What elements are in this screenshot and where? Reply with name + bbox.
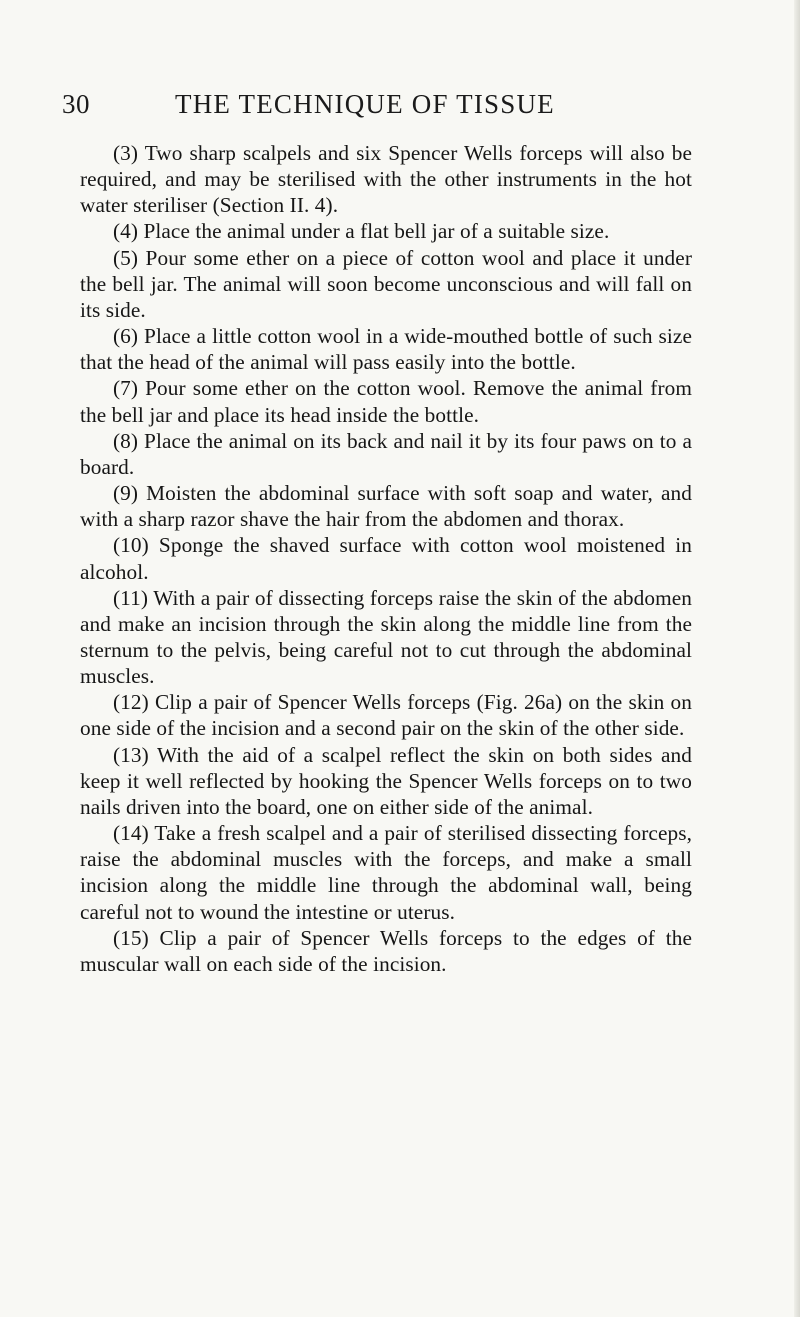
page-header [62,86,682,126]
paragraph-step-13: (13) With the aid of a scalpel reflect the skin on both sides and keep it well reflected by hooking the Spencer Wells forceps on to two nails driven into the board, one on either side of the animal. [80,742,692,819]
paragraph-step-9: (9) Moisten the abdominal surface with soft soap and water, and with a sharp razor shave the hair from the abdomen and thorax. [80,481,692,532]
paragraph-step-14: (14) Take a fresh scalpel and a pair of sterilised dissecting forceps, raise the abdominal muscles with the forceps, and make a small incision along the middle line through the abdominal wall, being careful not to wound the intestine or uterus. [80,821,692,924]
paragraph-step-15: (15) Clip a pair of Spencer Wells forceps to the edges of the muscular wall on each side of the incision. [80,925,692,976]
paragraph-step-11: (11) With a pair of dissecting forceps raise the skin of the abdomen and make an incision through the skin along the middle line from the sternum to the pelvis, being careful not to cut through the abdominal muscles. [80,585,692,689]
paragraph-step-6: (6) Place a little cotton wool in a wide-mouthed bottle of such size that the head of the animal will pass easily into the bottle. [80,324,692,375]
paragraph-step-4: (4) Place the animal under a flat bell jar of a suitable size. [113,219,610,244]
body-text [80,140,692,977]
paragraph-step-7: (7) Pour some ether on the cotton wool. Remove the animal from the bell jar and place its head inside the bottle. [80,376,692,427]
running-head: THE TECHNIQUE OF TISSUE [175,89,555,119]
paragraph-step-8: (8) Place the animal on its back and nail it by its four paws on to a board. [80,428,692,479]
paragraph-step-5: (5) Pour some ether on a piece of cotton wool and place it under the bell jar. The animal will soon become unconscious and will fall on its side. [80,245,692,322]
paragraph-step-10: (10) Sponge the shaved surface with cotton wool moistened in alcohol. [80,533,692,584]
page-edge-shadow [794,0,800,1317]
paragraph-step-3: (3) Two sharp scalpels and six Spencer Wells forceps will also be required, and may be sterilised with the other instruments in the hot water steriliser (Section II. 4). [80,141,692,218]
paragraph-step-12: (12) Clip a pair of Spencer Wells forceps (Fig. 26a) on the skin on one side of the incision and a second pair on the skin of the other side. [80,690,692,741]
page-number: 30 [62,89,90,119]
